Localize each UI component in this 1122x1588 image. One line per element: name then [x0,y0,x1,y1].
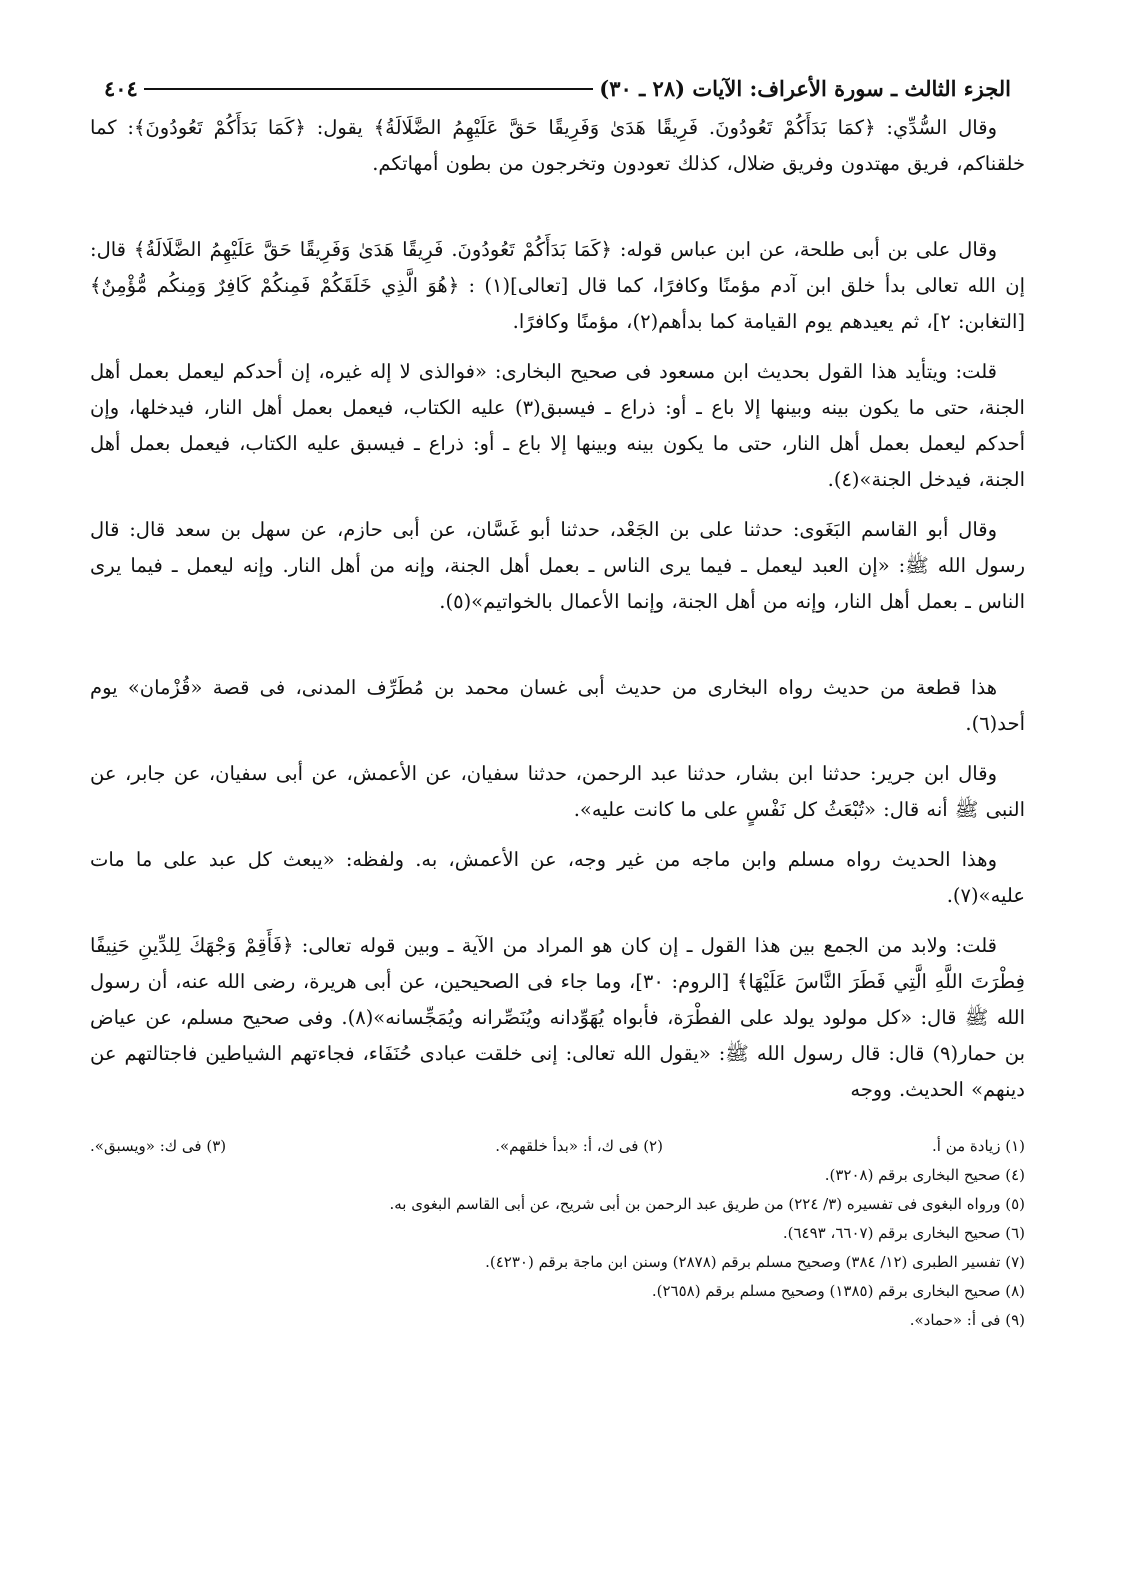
page-header [90,70,1025,108]
paragraph: وقال على بن أبى طلحة، عن ابن عباس قوله: ﴿كَمَا بَدَأَكُمْ تَعُودُونَ. فَرِيقًا هَدَىٰ وَفَرِيقًا حَقَّ عَلَيْهِمُ الضَّلَالَةُ﴾ قال: إن الله تعالى بدأ خلق ابن آدم مؤمنًا وكافرًا، كما قال [تعالى](١) : ﴿هُوَ الَّذِي خَلَقَكُمْ فَمِنكُمْ كَافِرٌ وَمِنكُم مُّؤْمِنٌ﴾ [التغابن: ٢]، ثم يعيدهم يوم القيامة كما بدأهم(٢)، مؤمنًا وكافرًا. [90,238,1025,333]
paragraph: هذا قطعة من حديث رواه البخارى من حديث أبى غسان محمد بن مُطَرِّف المدنى، فى قصة «قُزْمان» يوم أحد(٦). [90,676,1025,735]
footnote: (٣) فى ك: «ويسبق». [90,1137,227,1155]
footnote: (٩) فى أ: «حماد». [909,1311,1025,1329]
paragraph: قلت: ولابد من الجمع بين هذا القول ـ إن كان هو المراد من الآية ـ وبين قوله تعالى: ﴿فَأَقِمْ وَجْهَكَ لِلدِّينِ حَنِيفًا فِطْرَتَ اللَّهِ الَّتِي فَطَرَ النَّاسَ عَلَيْهَا﴾ [الروم: ٣٠]، وما جاء فى الصحيحين، عن أبى هريرة، رضى الله عنه، أن رسول الله ﷺ قال: «كل مولود يولد على الفطْرَة، فأبواه يُهَوِّدانه ويُنَصِّرانه ويُمَجِّسانه»(٨). وفى صحيح مسلم، عن عياض بن حمار(٩) قال: قال رسول الله ﷺ: «يقول الله تعالى: إنى خلقت عبادى حُنَفَاء، فجاءتهم الشياطين فاجتالتهم عن دينهم» الحديث. ووجه [90,934,1025,1101]
footnote: (٦) صحيح البخارى برقم (٦٦٠٧، ٦٤٩٣). [782,1224,1025,1242]
footnote: (١) زيادة من أ. [932,1137,1025,1155]
footnotes [90,1132,1025,1335]
page-number: ٤٠٤ [104,76,138,101]
running-title: الجزء الثالث ـ سورة الأعراف: الآيات (٢٨ ـ ٣٠) [599,76,1011,101]
footnote-separator [90,1122,1025,1132]
paragraph: قلت: ويتأيد هذا القول بحديث ابن مسعود فى صحيح البخارى: «فوالذى لا إله غيره، إن أحدكم ليعمل بعمل أهل الجنة، حتى ما يكون بينه وبينها إلا باع ـ أو: ذراع ـ فيسبق(٣) عليه الكتاب، فيعمل بعمل أهل النار، فيدخلها، وإن أحدكم ليعمل بعمل أهل النار، حتى ما يكون بينه وبينها إلا باع ـ أو: ذراع ـ فيسبق عليه الكتاب، فيعمل بعمل أهل الجنة، فيدخل الجنة»(٤). [90,360,1025,491]
footnote: (٧) تفسير الطبرى (١٢/ ٣٨٤) وصحيح مسلم برقم (٢٨٧٨) وسنن ابن ماجة برقم (٤٢٣٠). [485,1253,1025,1271]
header-rule [144,88,593,90]
paragraph: وقال السُّدِّي: ﴿كمَا بَدَأَكُمْ تَعُودُونَ. فَرِيقًا هَدَىٰ وَفَرِيقًا حَقَّ عَلَيْهِمُ الضَّلَالَةُ﴾ يقول: ﴿كَمَا بَدَأَكُمْ تَعُودُونَ﴾: كما خلقناكم، فريق مهتدون وفريق ضلال، كذلك تعودون وتخرجون من بطون أمهاتكم. [90,116,1025,175]
paragraph: وقال ابن جرير: حدثنا ابن بشار، حدثنا عبد الرحمن، حدثنا سفيان، عن الأعمش، عن أبى سفيان، عن جابر، عن النبى ﷺ أنه قال: «تُبْعَثُ كل نَفْسٍ على ما كانت عليه». [90,762,1025,821]
paragraph: وهذا الحديث رواه مسلم وابن ماجه من غير وجه، عن الأعمش، به. ولفظه: «يبعث كل عبد على ما مات عليه»(٧). [90,848,1025,907]
footnote: (٢) فى ك، أ: «بدأ خلقهم». [495,1137,663,1155]
document-page [90,70,1025,1335]
footnote: (٥) ورواه البغوى فى تفسيره (٣/ ٢٢٤) من طريق عبد الرحمن بن أبى شريح، عن أبى القاسم البغوى به. [389,1195,1025,1213]
footnote-row [90,1132,1025,1161]
footnote: (٨) صحيح البخارى برقم (١٣٨٥) وصحيح مسلم برقم (٢٦٥٨). [651,1282,1025,1300]
body-text [90,110,1025,1108]
paragraph: وقال أبو القاسم البَغَوى: حدثنا على بن الجَعْد، حدثنا أبو غَسَّان، عن أبى حازم، عن سهل بن سعد قال: قال رسول الله ﷺ: «إن العبد ليعمل ـ فيما يرى الناس ـ بعمل أهل الجنة، وإنه من أهل النار. وإنه ليعمل ـ فيما يرى الناس ـ بعمل أهل النار، وإنه من أهل الجنة، وإنما الأعمال بالخواتيم»(٥). [90,518,1025,613]
footnote: (٤) صحيح البخارى برقم (٣٢٠٨). [824,1166,1025,1184]
